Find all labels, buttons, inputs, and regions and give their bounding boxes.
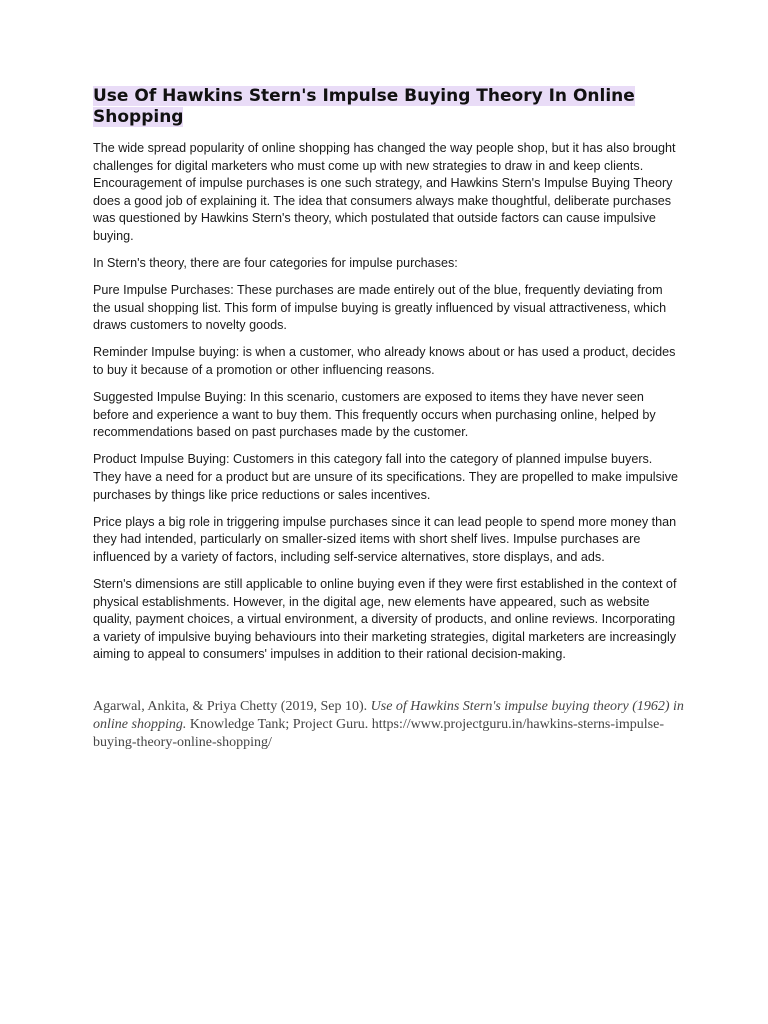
paragraph-intro: The wide spread popularity of online shopping has changed the way people shop, but it has also brought challenges for digital marketers who must come up with new strategies to draw in and keep clients. Encouragement of impulse purchases is one such strategy, and Hawkins Stern's Impulse Buying Theory does a good job of explaining it. The idea that consumers always make thoughtful, deliberate purchases was questioned by Hawkins Stern's theory, which postulated that outside factors can cause impulsive buying. xyxy=(93,141,676,243)
document-page xyxy=(93,86,684,752)
paragraph-reminder-impulse: Reminder Impulse buying: is when a customer, who already knows about or has used a product, decides to buy it because of a promotion or other influencing reasons. xyxy=(93,345,676,378)
citation xyxy=(93,698,693,752)
citation-work-title: Use of Hawkins Stern's impulse buying theory (1962) in online shopping. xyxy=(93,698,684,732)
paragraph-pure-impulse: Pure Impulse Purchases: These purchases are made entirely out of the blue, frequently deviating from the usual shopping list. This form of impulse buying is greatly influenced by visual attractiveness, which draws customers to novelty goods. xyxy=(93,283,667,333)
paragraph-price-role: Price plays a big role in triggering impulse purchases since it can lead people to spend more money than they had intended, particularly on smaller-sized items with short shelf lives. Impulse purchases are influenced by a variety of factors, including self-service alternatives, store displays, and ads. xyxy=(93,514,677,564)
paragraph-online-dimensions: Stern's dimensions are still applicable to online buying even if they were first established in the context of physical establishments. However, in the digital age, new elements have appeared, such as website quality, payment choices, a virtual environment, a diversity of products, and online reviews. Incorporating a variety of impulsive buying behaviours into their marketing strategies, digital marketers are increasingly aiming to appeal to consumers' impulses in addition to their rational decision-making. xyxy=(93,576,677,662)
page-title-text: Use Of Hawkins Stern's Impulse Buying Theory In Online Shopping xyxy=(93,86,635,127)
paragraph-categories-intro: In Stern's theory, there are four categories for impulse purchases: xyxy=(93,256,458,271)
paragraph-suggested-impulse: Suggested Impulse Buying: In this scenario, customers are exposed to items they have never seen before and experience a want to buy them. This frequently occurs when purchasing online, helped by recommendations based on past purchases made by the customer. xyxy=(93,390,656,440)
citation-publisher: Knowledge Tank; Project Guru. xyxy=(189,716,369,732)
page-title xyxy=(93,86,679,128)
citation-url[interactable]: https://www.projectguru.in/hawkins-sterns-impulse-buying-theory-online-shopping/ xyxy=(93,716,665,750)
paragraph-product-impulse: Product Impulse Buying: Customers in this category fall into the category of planned impulse buyers. They have a need for a product but are unsure of its specifications. They are propelled to make impulsive purchases by things like price reductions or sales incentives. xyxy=(93,452,679,502)
citation-authors: Agarwal, Ankita, & Priya Chetty (2019, Sep 10). xyxy=(93,698,368,714)
